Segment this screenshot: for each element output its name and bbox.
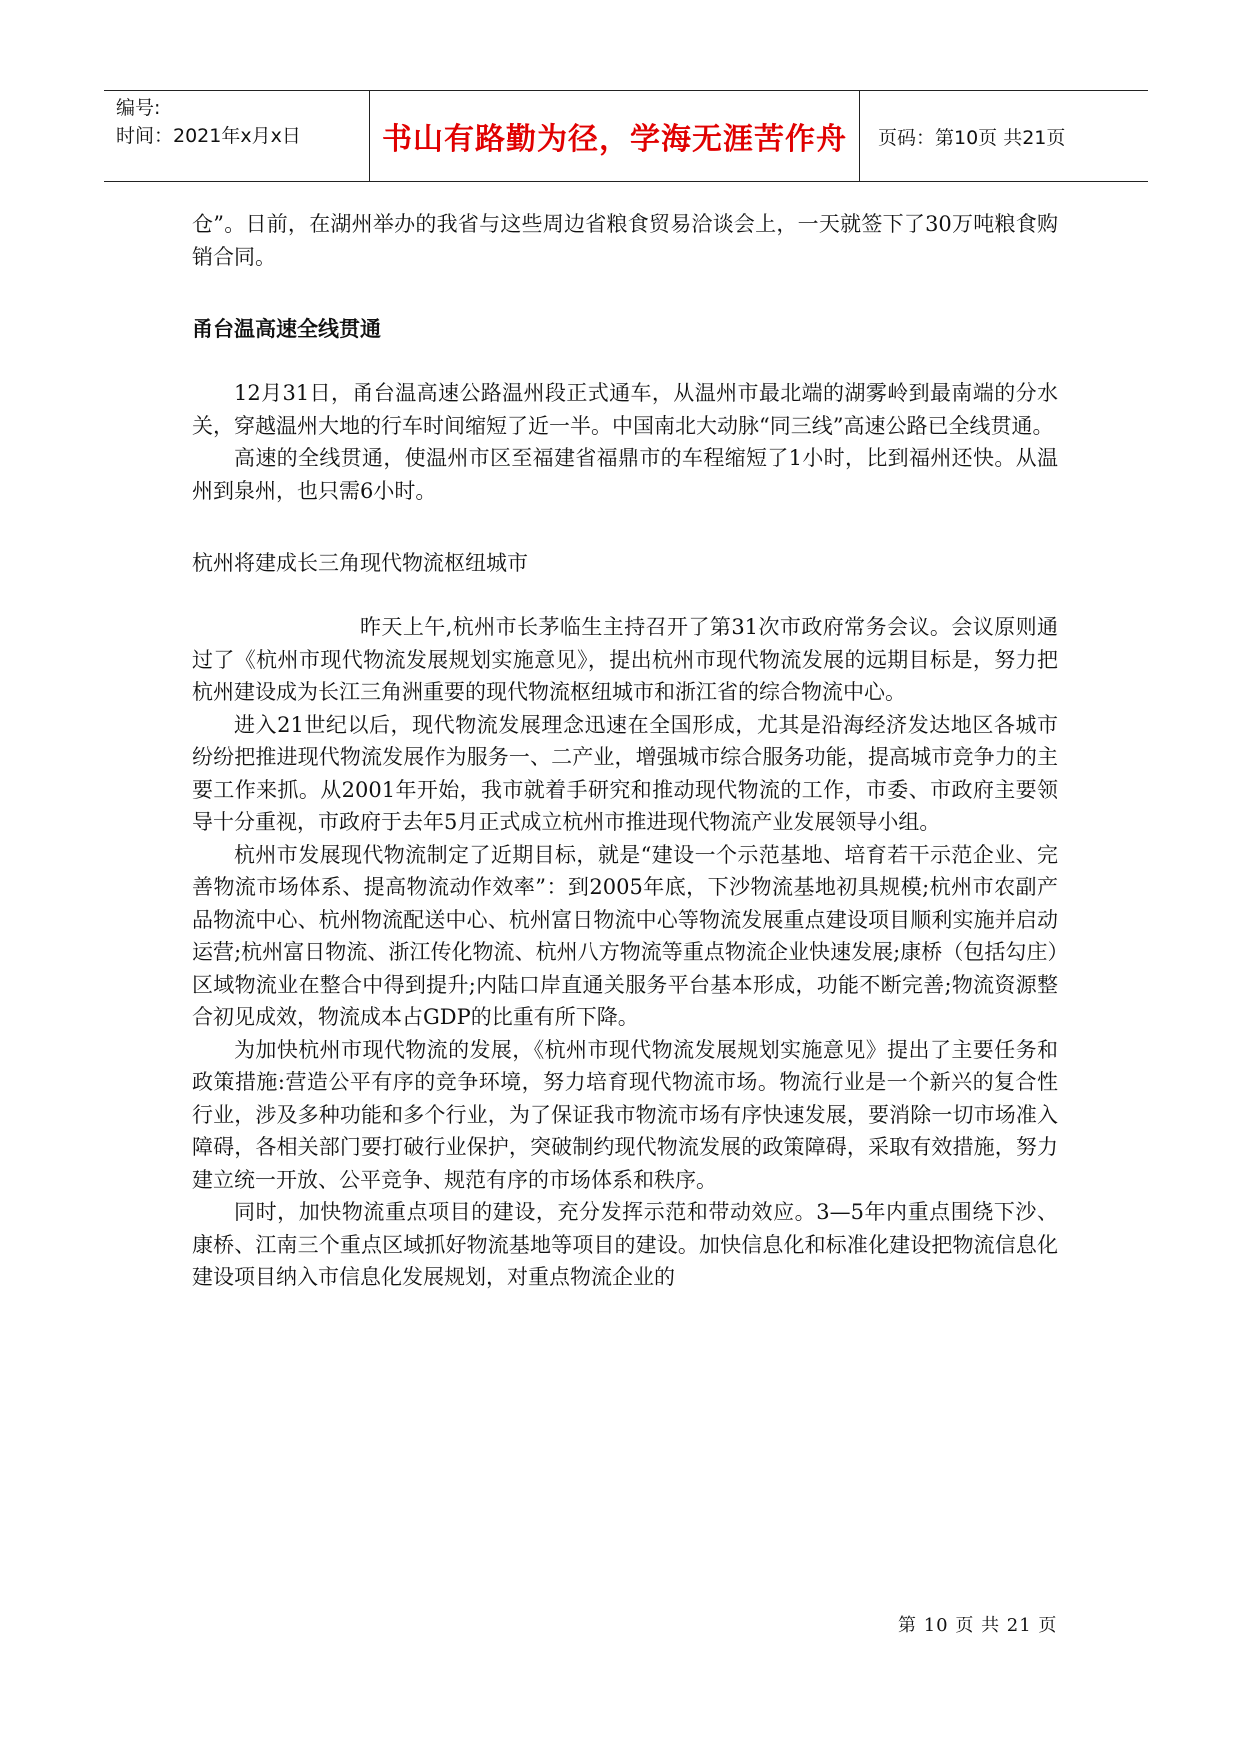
- section-title-logistics: 杭州将建成长三角现代物流枢纽城市: [192, 551, 528, 575]
- body-paragraph: 杭州市发展现代物流制定了近期目标，就是“建设一个示范基地、培育若干示范企业、完善物流市场体系、提高物流动作效率”：到2005年底，下沙物流基地初具规模;杭州市农副产品物流中心、杭州物流配送中心、杭州富日物流中心等物流发展重点建设项目顺利实施并启动运营;杭州富日物流、浙江传化物流、杭州八方物流等重点物流企业快速发展;康桥（包括勾庄）区域物流业在整合中得到提升;内陆口岸直通关服务平台基本形成，功能不断完善;物流资源整合初见成效，物流成本占GDP的比重有所下降。: [192, 842, 1058, 1029]
- header-meta-cell: [104, 91, 370, 181]
- body-paragraph: 高速的全线贯通，使温州市区至福建省福鼎市的车程缩短了1小时，比到福州还快。从温州到泉州，也只需6小时。: [192, 446, 1058, 503]
- document-number-label: 编号:: [116, 97, 161, 119]
- page-footer: 第 10 页 共 21 页: [898, 1615, 1058, 1636]
- header-page-info: 页码：第10页 共21页: [878, 126, 1066, 149]
- body-paragraph: 同时，加快物流重点项目的建设，充分发挥示范和带动效应。3—5年内重点围绕下沙、康桥、江南三个重点区域抓好物流基地等项目的建设。加快信息化和标准化建设把物流信息化建设项目纳入市信息化发展规划，对重点物流企业的: [192, 1200, 1058, 1289]
- lead-paragraph: 昨天上午,杭州市长茅临生主持召开了第31次市政府常务会议。会议原则通过了《杭州市现代物流发展规划实施意见》，提出杭州市现代物流发展的远期目标是，努力把杭州建设成为长江三角洲重要的现代物流枢纽城市和浙江省的综合物流中心。: [192, 615, 1058, 704]
- document-time-label: 时间：2021年x月x日: [116, 125, 301, 147]
- page-header: [104, 90, 1148, 182]
- body-paragraph: 进入21世纪以后，现代物流发展理念迅速在全国形成，尤其是沿海经济发达地区各城市纷纷把推进现代物流发展作为服务一、二产业，增强城市综合服务功能，提高城市竞争力的主要工作来抓。从2001年开始，我市就着手研究和推动现代物流的工作，市委、市政府主要领导十分重视，市政府于去年5月正式成立杭州市推进现代物流产业发展领导小组。: [192, 712, 1058, 834]
- body-paragraph: 12月31日，甬台温高速公路温州段正式通车，从温州市最北端的湖雾岭到最南端的分水关，穿越温州大地的行车时间缩短了近一半。中国南北大动脉“同三线”高速公路已全线贯通。: [192, 381, 1058, 438]
- document-body: [192, 208, 1058, 1294]
- body-paragraph: 为加快杭州市现代物流的发展，《杭州市现代物流发展规划实施意见》提出了主要任务和政策措施:营造公平有序的竞争环境，努力培育现代物流市场。物流行业是一个新兴的复合性行业，涉及多种功能和多个行业，为了保证我市物流市场有序快速发展，要消除一切市场准入障碍，各相关部门要打破行业保护，突破制约现代物流发展的政策障碍，采取有效措施，努力建立统一开放、公平竞争、规范有序的市场体系和秩序。: [192, 1037, 1058, 1192]
- intro-paragraph: 仓”。日前，在湖州举办的我省与这些周边省粮食贸易洽谈会上，一天就签下了30万吨粮食购销合同。: [192, 212, 1058, 269]
- header-motto: 书山有路勤为径，学海无涯苦作舟: [370, 91, 860, 181]
- section-title-expressway: 甬台温高速全线贯通: [192, 317, 381, 341]
